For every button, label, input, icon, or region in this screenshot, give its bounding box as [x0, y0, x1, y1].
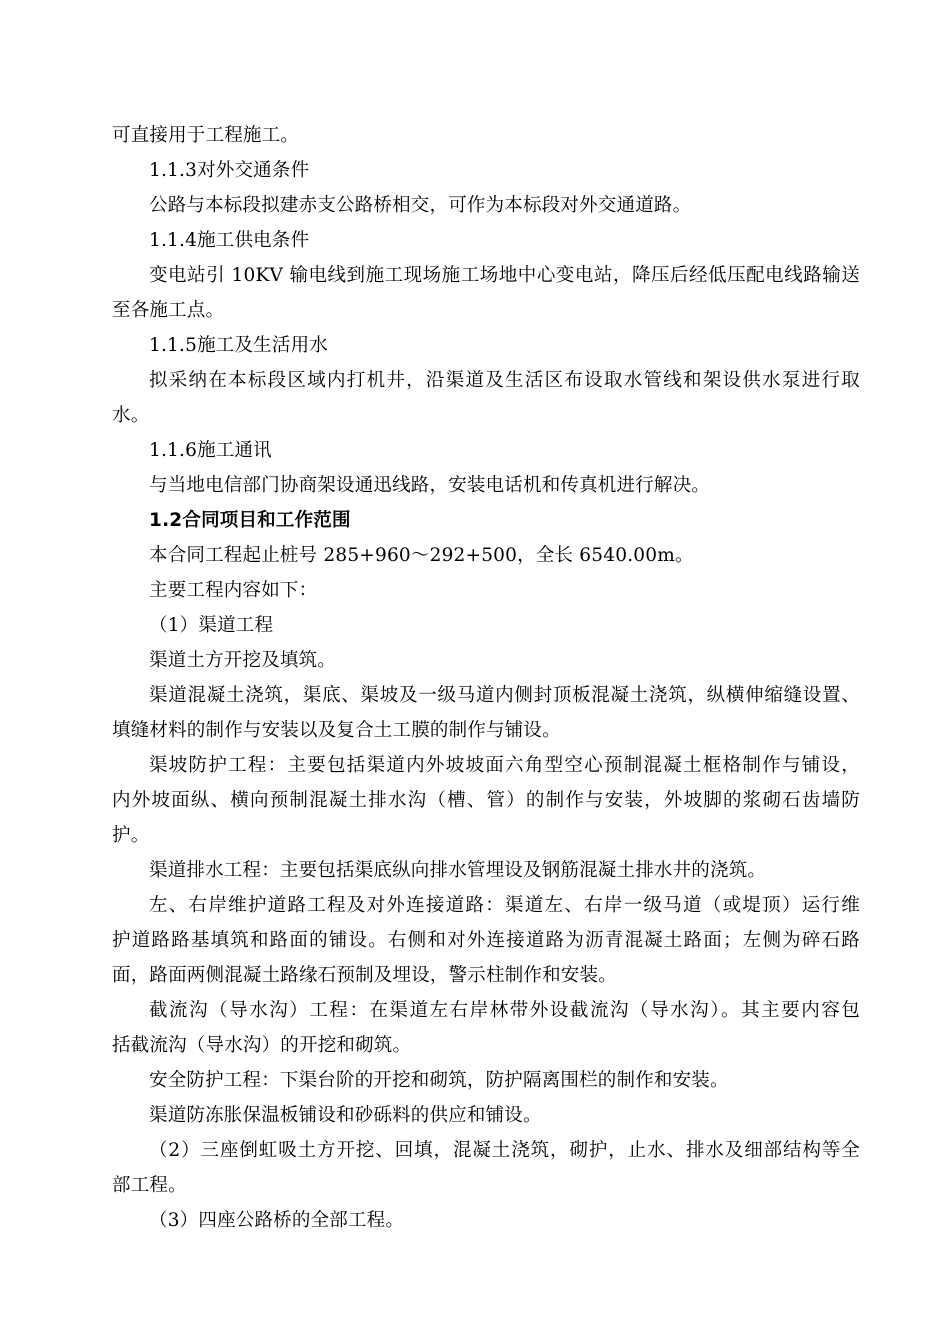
section-heading-1-1-4: 1.1.4施工供电条件 [149, 230, 310, 251]
paragraph-line: 变电站引 10KV 输电线到施工现场施工场地中心变电站，降压后经低压配电线路输送 [149, 265, 860, 286]
paragraph-line: 至各施工点。 [112, 300, 225, 321]
paragraph-line: 公路与本标段拟建赤支公路桥相交，可作为本标段对外交通道路。 [149, 195, 692, 216]
paragraph-line: 水。 [112, 405, 150, 426]
paragraph-line: 安全防护工程：下渠台阶的开挖和砌筑，防护隔离围栏的制作和安装。 [149, 1070, 729, 1091]
paragraph-line: 部工程。 [112, 1175, 187, 1196]
list-item-heading: （3）四座公路桥的全部工程。 [149, 1210, 405, 1231]
paragraph-line: 本合同工程起止桩号 285+960～292+500，全长 6540.00m。 [149, 545, 694, 566]
paragraph-line: 截流沟（导水沟）工程：在渠道左右岸林带外设截流沟（导水沟）。其主要内容包 [149, 1000, 860, 1021]
paragraph-line: 可直接用于工程施工。 [112, 125, 300, 146]
paragraph-line: 填缝材料的制作与安装以及复合土工膜的制作与铺设。 [112, 720, 561, 741]
section-heading-1-1-3: 1.1.3对外交通条件 [149, 160, 310, 181]
document-body [112, 118, 860, 1238]
list-item-heading: （1）渠道工程 [149, 615, 274, 636]
paragraph-line: 左、右岸维护道路工程及对外连接道路：渠道左、右岸一级马道（或堤顶）运行维 [149, 895, 860, 916]
paragraph-line: 内外坡面纵、横向预制混凝土排水沟（槽、管）的制作与安装，外坡脚的浆砌石齿墙防 [112, 790, 860, 811]
paragraph-line: 括截流沟（导水沟）的开挖和砌筑。 [112, 1035, 412, 1056]
paragraph-line: 渠道排水工程：主要包括渠底纵向排水管埋设及钢筋混凝土排水井的浇筑。 [149, 860, 767, 881]
paragraph-line: 拟采纳在本标段区域内打机井，沿渠道及生活区布设取水管线和架设供水泵进行取 [149, 370, 860, 391]
paragraph-line: 护。 [112, 825, 150, 846]
section-heading-1-1-6: 1.1.6施工通讯 [149, 440, 272, 461]
section-heading-1-2: 1.2合同项目和工作范围 [149, 510, 351, 531]
paragraph-line: 渠坡防护工程：主要包括渠道内外坡坡面六角型空心预制混凝土框格制作与铺设， [149, 755, 860, 776]
paragraph-line: 主要工程内容如下： [149, 580, 318, 601]
paragraph-line: 与当地电信部门协商架设通迅线路，安装电话机和传真机进行解决。 [149, 475, 711, 496]
paragraph-line: 渠道土方开挖及填筑。 [149, 650, 337, 671]
section-heading-1-1-5: 1.1.5施工及生活用水 [149, 335, 328, 356]
paragraph-line: 面，路面两侧混凝土路缘石预制及埋设，警示柱制作和安装。 [112, 965, 617, 986]
paragraph-line: 渠道防冻胀保温板铺设和砂砾料的供应和铺设。 [149, 1105, 542, 1126]
list-item-heading: （2）三座倒虹吸土方开挖、回填，混凝土浇筑，砌护，止水、排水及细部结构等全 [149, 1140, 860, 1161]
paragraph-line: 渠道混凝土浇筑，渠底、渠坡及一级马道内侧封顶板混凝土浇筑，纵横伸缩缝设置、 [149, 685, 860, 706]
paragraph-line: 护道路路基填筑和路面的铺设。右侧和对外连接道路为沥青混凝土路面；左侧为碎石路 [112, 930, 860, 951]
